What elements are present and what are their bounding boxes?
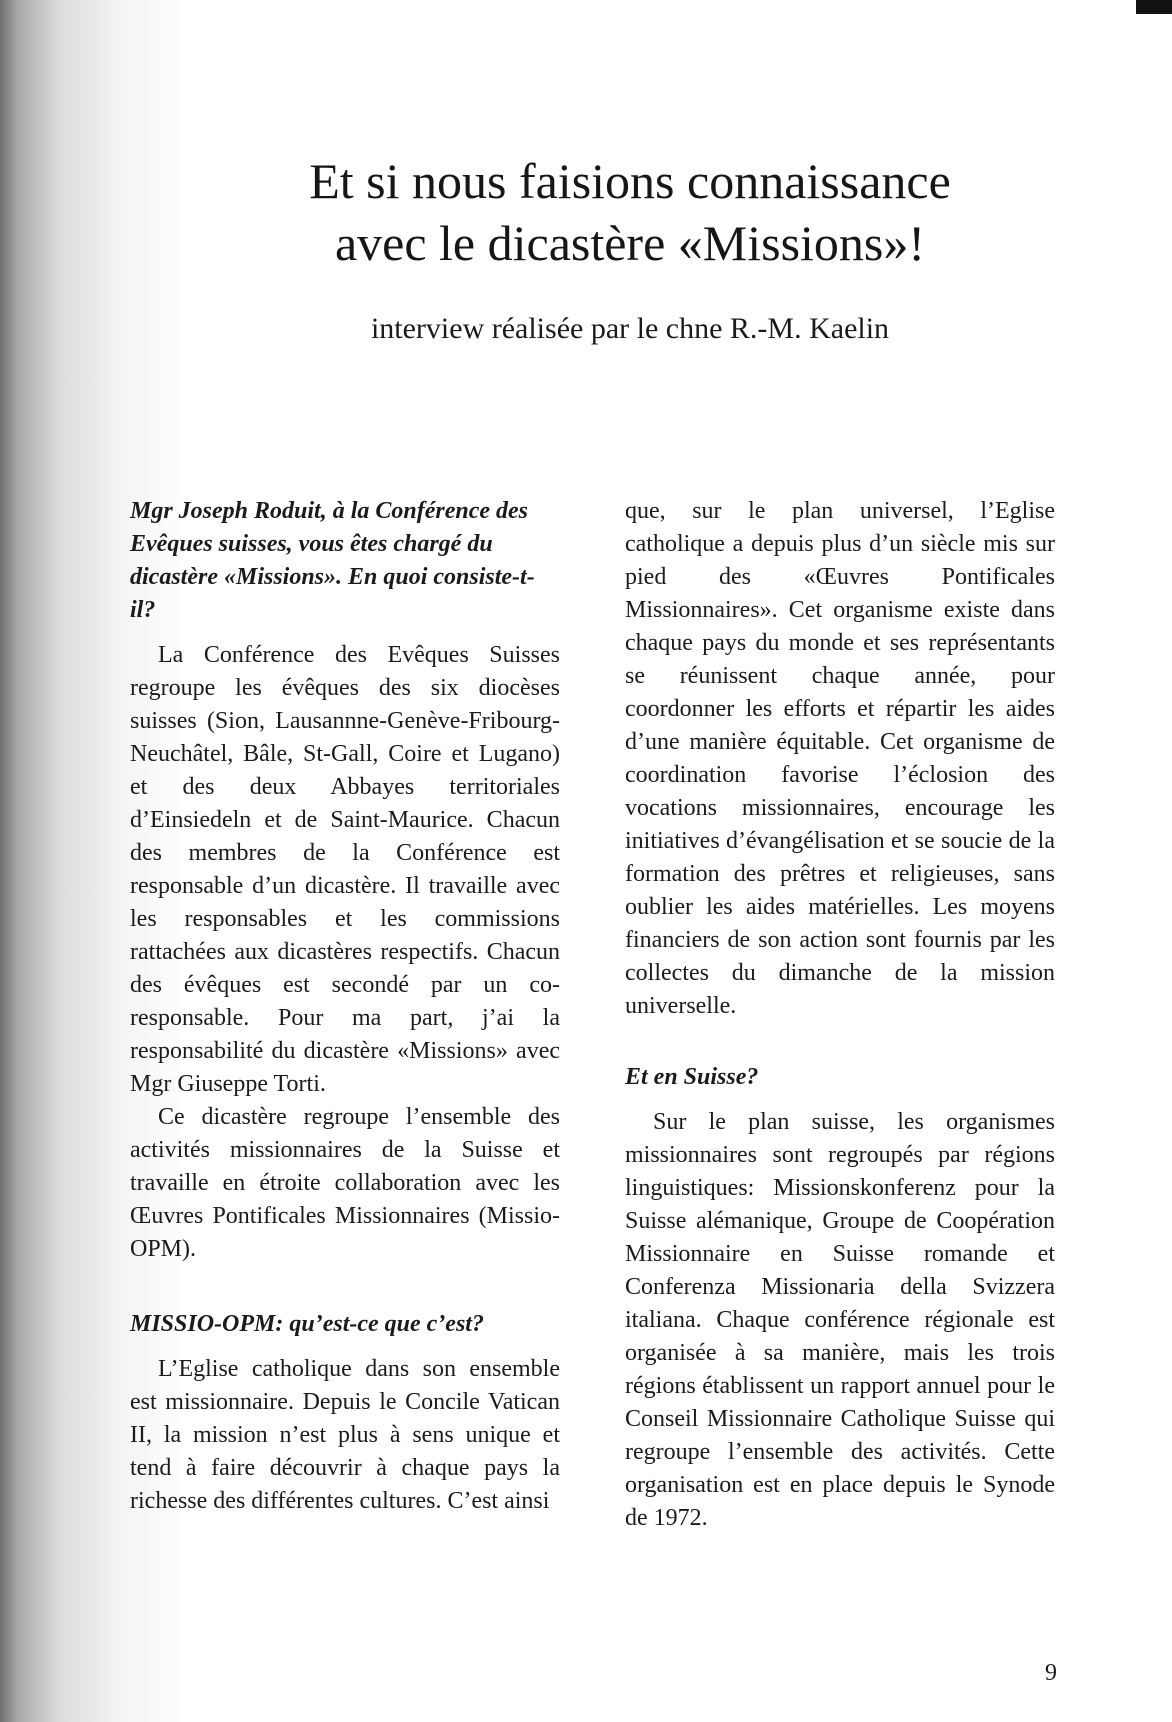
- article-title-line-2: avec le dicastère «Missions»!: [334, 215, 926, 271]
- answer-paragraph: L’Eglise catholique dans son ensemble est missionnaire. Depuis le Concile Vatican II, la mission n’est plus à sens unique et tend à faire découvrir à chaque pays la richesse des différentes cultures. C’est ainsi: [130, 1356, 560, 1514]
- question-missio-opm: MISSIO-OPM: qu’est-ce que c’est?: [130, 1311, 484, 1337]
- page-number: 9: [1045, 1660, 1057, 1686]
- answer-paragraph: Ce dicastère regroupe l’ensemble des activités missionnaires de la Suisse et travaille en étroite collaboration avec les Œuvres Pontificales Missionnaires (Missio-OPM).: [130, 1104, 560, 1262]
- question-missions-dicastery: Mgr Joseph Roduit, à la Conférence des Evêques suisses, vous êtes chargé du dicastère «Missions». En quoi consiste-t-il?: [130, 498, 535, 623]
- article-byline: interview réalisée par le chne R.-M. Kaelin: [370, 312, 890, 345]
- right-column: [625, 495, 1055, 1535]
- scan-corner-mark: [1136, 0, 1172, 14]
- answer-paragraph-continued: que, sur le plan universel, l’Eglise catholique a depuis plus d’un siècle mis sur pied des «Œuvres Pontificales Missionnaires». Cet organisme existe dans chaque pays du monde et ses représentants se réunissent chaque année, pour coordonner les efforts et répartir les aides d’une manière équitable. Cet organisme de coordination favorise l’éclosion des vocations missionnaires, encourage les initiatives d’évangélisation et se soucie de la formation des prêtres et religieuses, sans oublier les aides matérielles. Les moyens financiers de son action sont fournis par les collectes du dimanche de la mission universelle.: [625, 498, 1055, 1019]
- answer-paragraph: Sur le plan suisse, les organismes missionnaires sont regroupés par régions linguistiques: Missionskonferenz pour la Suisse alémanique, Groupe de Coopération Missionnaire en Suisse romande et Conferenza Missionaria della Svizzera italiana. Chaque conférence régionale est organisée à sa manière, mais les trois régions établissent un rapport annuel pour le Conseil Missionnaire Catholique Suisse qui regroupe l’ensemble des activités. Cette organisation est en place depuis le Synode de 1972.: [625, 1109, 1055, 1531]
- article-title: [180, 150, 1080, 274]
- question-en-suisse: Et en Suisse?: [625, 1064, 759, 1090]
- article-title-line-1: Et si nous faisions connaissance: [309, 153, 951, 209]
- left-column: [130, 495, 560, 1518]
- answer-paragraph: La Conférence des Evêques Suisses regroupe les évêques des six diocèses suisses (Sion, Lausannne-Genève-Fribourg-Neuchâtel, Bâle, St-Gall, Coire et Lugano) et des deux Abbayes territoriales d’Einsiedeln et de Saint-Maurice. Chacun des membres de la Conférence est responsable d’un dicastère. Il travaille avec les responsables et les commissions rattachées aux dicastères respectifs. Chacun des évêques est secondé par un co-responsable. Pour ma part, j’ai la responsabilité du dicastère «Missions» avec Mgr Giuseppe Torti.: [130, 642, 560, 1097]
